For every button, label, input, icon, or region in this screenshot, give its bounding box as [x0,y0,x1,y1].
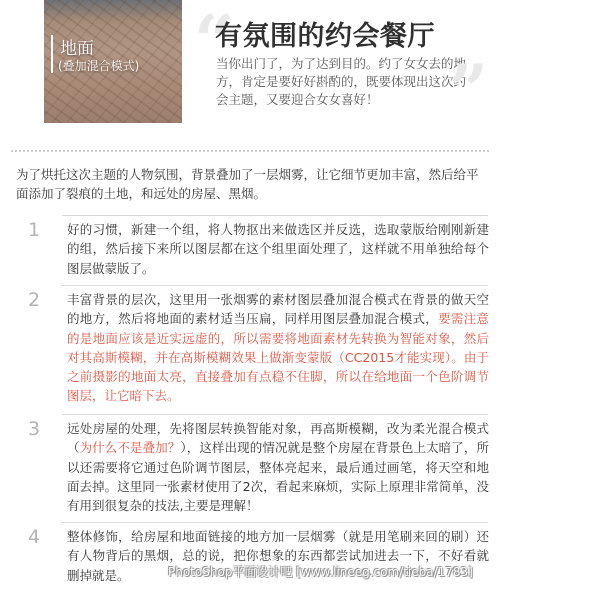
open-quote-icon: “ [194,0,235,82]
header [0,0,589,140]
step-text-part: ），这样出现的情况就是整个房屋在背景色上太暗了，所以还需要将它通过色阶调节图层，整体亮起来，最后通过画笔，将天空和地面去掉。这里同一张素材使用了2次，看起来麻烦，实际上原理非常简单，没有用到很复杂的技法,主要是理解！ [67,440,489,514]
intro-text: 当你出门了，为了达到目的。约了女女去的地方，肯定是要好好斟酌的，既要体现出这次约会主题，又要迎合女女喜好！ [216,56,467,107]
step-text-highlight: 为什么不是叠加？ [79,440,181,456]
step-text [67,419,489,515]
close-quote-icon: ” [448,49,489,132]
step-number: 4 [28,526,41,548]
ground-texture-thumbnail [44,0,182,123]
step-divider [62,414,488,415]
lead-paragraph: 为了烘托这次主题的人物氛围，背景叠加了一层烟雾，让它细节更加丰富，然后给平面添加了裂痕的土地，和远处的房屋、黑烟。 [16,167,479,201]
step-number: 2 [28,289,41,311]
step-text-part: 整体修饰，给房屋和地面链接的地方加一层烟雾（就是用笔刷来回的刷）还有人物背后的黑烟，总的说，把你想象的东西都尝试加进去一下，不好看就删掉就是。 [67,529,489,583]
step-text [67,220,489,278]
step-divider [62,285,488,286]
step-text-part: 好的习惯，新建一个组，将人物抠出来做选区并反选，选取蒙版给刚刚新建的组，然后接下来所以图层都在这个组里面处理了，这样就不用单独给每个图层做蒙版了。 [67,222,489,276]
step-text-highlight: 要需注意的是地面应该是近实远虚的，所以需要将地面素材先转换为智能对象，然后对其高斯模糊，并在高斯模糊效果上做渐变蒙版（CC2015才能实现）。由于之前摄影的地面太亮，直接叠加有点稳不住脚，所以在给地面一个色阶调节图层，让它暗下去。 [67,311,489,404]
thumbnail-subtitle: (叠加混合模式) [58,59,140,73]
step-divider [62,522,488,523]
page-title: 有氛围的约会餐厅 [215,21,435,52]
step-text-part: 丰富背景的层次，这里用一张烟雾的素材图层叠加混合模式在背景的做天空的地方，然后将地面的素材适当压扁，同样用图层叠加混合模式， [67,292,489,327]
thumbnail-accent-bar [51,35,53,73]
dotted-divider [11,150,489,152]
step-number: 3 [28,418,41,440]
watermark: PhotoShop平面设计吧 [www.lineeg.com/tieba/1783] [168,565,473,579]
thumbnail-title: 地面 [60,39,94,59]
step-divider [62,215,488,216]
step-number: 1 [28,219,41,241]
step-text [67,290,489,406]
step-text-part: 远处房屋的处理，先将图层转换智能对象，再高斯模糊，改为柔光混合模式（ [67,421,489,456]
